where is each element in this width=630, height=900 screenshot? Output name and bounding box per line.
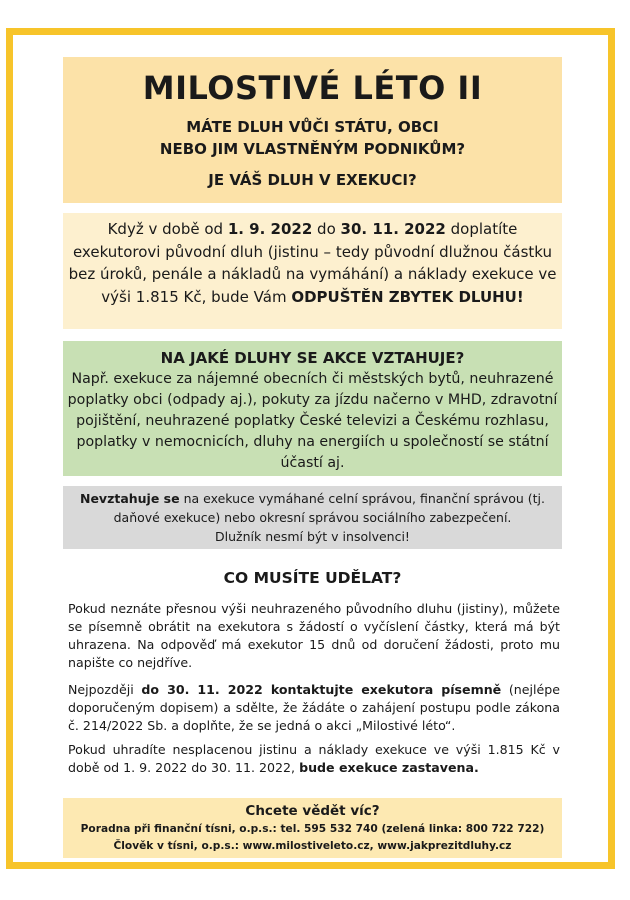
contact-line-2: Člověk v tísni, o.p.s.: www.milostiveleto.cz, www.jakprezitdluhy.cz (113, 840, 512, 852)
conditions-text-part: do (312, 220, 341, 238)
steps-text-part: (nejlépe doporučeným dopisem) a sdělte, že žádáte o zahájení postupu podle zákona č. 214/2022 Sb. a doplňte, že se jedná o akci „Milostivé léto“. (68, 682, 560, 733)
applies-box (63, 341, 562, 476)
conditions-text-part: doplatíte exekutorovi původní dluh (jistinu – tedy původní dlužnou částku bez úroků, penále a nákladů na vymáhání) a náklady exekuce ve výši 1.815 Kč, bude Vám (68, 220, 557, 306)
steps-heading: CO MUSÍTE UDĚLAT? (223, 569, 402, 587)
date-to: 30. 11. 2022 (340, 220, 446, 238)
header-question-2: NEBO JIM VLASTNĚNÝM PODNIKŮM? (159, 140, 466, 158)
forgiven-highlight: ODPUŠTĚN ZBYTEK DLUHU! (291, 287, 524, 306)
poster-title: MILOSTIVÉ LÉTO II (142, 69, 483, 107)
header-box (63, 57, 562, 203)
applies-heading: NA JAKÉ DLUHY SE AKCE VZTAHUJE? (160, 349, 465, 367)
contact-line-1: Poradna při finanční tísni, o.p.s.: tel. 595 532 740 (zelená linka: 800 722 722) (80, 823, 545, 835)
header-question-3: JE VÁŠ DLUH V EXEKUCI? (208, 171, 417, 189)
contact-box (63, 798, 562, 858)
steps-deadline-bold: do 30. 11. 2022 kontaktujte exekutora písemně (141, 682, 502, 697)
steps-paragraph-3 (68, 741, 560, 777)
applies-text: Např. exekuce za nájemné obecních či městských bytů, neuhrazené poplatky obci (odpady aj.), pokuty za jízdu načerno v MHD, zdravotní pojištění, neuhrazené poplatky České televizi a Českému rozhlasu, poplatky v nemocnicích, dluhy na energiích u společností se státní účastí aj. (67, 371, 558, 471)
steps-text-part: Nejpozději (68, 682, 142, 697)
conditions-text (63, 213, 562, 308)
exclusions-body: na exekuce vymáhané celní správou, finanční správou (tj. daňové exekuce) nebo okresní správou sociálního zabezpečení. (113, 491, 546, 525)
conditions-box (63, 213, 562, 329)
exclusions-bold: Nevztahuje se (79, 491, 180, 506)
steps-text-part: Pokud uhradíte nesplacenou jistinu a náklady exekuce ve výši 1.815 Kč v době od 1. 9. 2022 do 30. 11. 2022, (68, 742, 560, 775)
exclusions-box (63, 486, 562, 549)
contact-heading: Chcete vědět víc? (245, 803, 380, 819)
insolvency-note: Dlužník nesmí být v insolvenci! (215, 529, 410, 544)
exclusions-text (63, 486, 562, 527)
date-from: 1. 9. 2022 (227, 220, 313, 238)
steps-paragraph-1: Pokud neznáte přesnou výši neuhrazeného původního dluhu (jistiny), můžete se písemně obrátit na exekutora s žádostí o vyčíslení částky, která má být uhrazena. Na odpověď má exekutor 15 dnů od doručení žádosti, proto mu napište co nejdříve. (68, 601, 560, 670)
conditions-text-part: Když v době od (107, 220, 228, 238)
steps-paragraph-2 (68, 681, 560, 735)
header-question-1: MÁTE DLUH VŮČI STÁTU, OBCI (186, 118, 439, 136)
steps-result-bold: bude exekuce zastavena. (299, 760, 479, 775)
